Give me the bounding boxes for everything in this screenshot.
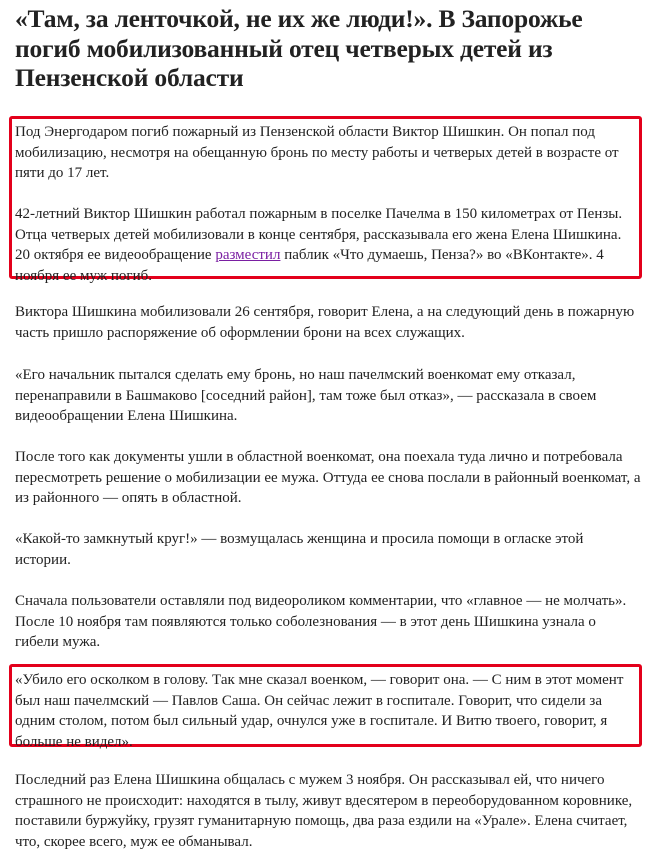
background-text-end: паблик «Что думаешь, Пенза?» во «ВКонтакте». 4 ноября ее муж погиб. xyxy=(15,247,604,284)
source-link[interactable]: разместил xyxy=(215,247,281,263)
paragraph-gap xyxy=(15,184,636,205)
closed-circle-paragraph: «Какой-то замкнутый круг!» — возмущалась женщина и просила помощи в огласке этой истории. xyxy=(15,531,584,568)
documents-paragraph: После того как документы ушли в областной военкомат, она поехала туда лично и потребовала пересмотреть решение о мобилизации ее мужа. Оттуда ее снова послали в районный военкомат, а из районного — опять в областной. xyxy=(15,449,641,506)
military-commissar-quote: «Убило его осколком в голову. Так мне сказал военком, — говорит она. — С ним в этот момент был наш пачелмский — Павлов Саша. Он сейчас лежит в госпитале. Говорит, что сидели за одним столом, потом был сильный удар, очнулся уже в госпитале. И Витю твоего, говорит, я больше не видел». xyxy=(15,672,624,750)
background-paragraph xyxy=(15,204,636,286)
highlighted-lead-box xyxy=(9,116,642,284)
lead-paragraph: Под Энергодаром погиб пожарный из Пензенской области Виктор Шишкин. Он попал под мобилизацию, несмотря на обещанную бронь по месту работы и четверых детей в возрасте от пяти до 17 лет. xyxy=(15,124,619,181)
comments-paragraph: Сначала пользователи оставляли под видеороликом комментарии, что «главное — не молчать». После 10 ноября там появляются только соболезнования — в этот день Шишкина узнала о гибели мужа. xyxy=(15,593,627,650)
mobilization-paragraph: Виктора Шишкина мобилизовали 26 сентября, говорит Елена, а на следующий день в пожарную часть пришло распоряжение об оформлении брони на всех служащих. xyxy=(15,304,635,341)
quote-paragraph-refusal: «Его начальник пытался сделать ему бронь, но наш пачелмский военкомат ему отказал, перенаправили в Башмаково [соседний район], там тоже был отказ», — рассказала в своем видеообращении Елена Шишкина. xyxy=(15,367,597,424)
highlighted-quote-box xyxy=(9,664,642,750)
background-text-start: 42-летний Виктор Шишкин работал пожарным в поселке Пачелма в 150 километрах от Пензы. Отца четверых детей мобилизовали в конце сентября, рассказывала его жена Елена Шишкина. 20 октября ее видеообращение xyxy=(15,206,623,263)
last-contact-paragraph: Последний раз Елена Шишкина общалась с мужем 3 ноября. Он рассказывал ей, что ничего страшного не происходит: находятся в тылу, живут вдесятером в переоборудованном коровнике, поставили буржуйку, грузят гуманитарную помощь, два раза ездили на «Урале». Елена считает, что, скорее всего, муж ее обманывал. xyxy=(15,772,633,850)
article xyxy=(15,0,645,850)
article-headline: «Там, за ленточкой, не их же люди!». В Запорожье погиб мобилизованный отец четверых детей из Пензенской области xyxy=(15,4,583,92)
